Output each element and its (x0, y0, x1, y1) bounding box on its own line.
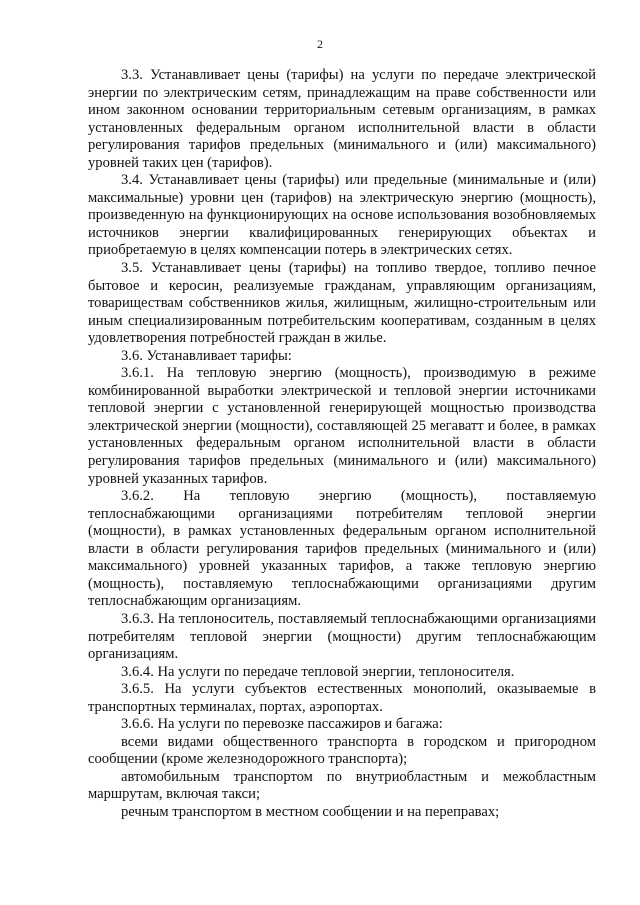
paragraph-3-6-3: 3.6.3. На теплоноситель, поставляемый теплоснабжающими организациями потребителям тепловой энергии (мощности) другим теплоснабжающим организациям. (88, 610, 596, 663)
paragraph-3-6: 3.6. Устанавливает тарифы: (121, 347, 292, 364)
paragraph-river-transport: речным транспортом в местном сообщении и на переправах; (121, 803, 500, 820)
paragraph-3-6-1: 3.6.1. На тепловую энергию (мощность), производимую в режиме комбинированной выработки электрической и тепловой энергии источниками тепловой энергии с установленной генерирующей мощностью производства электрической энергии (мощности), составляющей 25 мегаватт и более, в рамках установленных федеральным органом исполнительной власти в области регулирования тарифов предельных (минимального и (или) максимального) уровней указанных тарифов. (88, 365, 596, 487)
paragraph-road-transport: автомобильным транспортом по внутриобластным и межобластным маршрутам, включая такси; (88, 768, 596, 803)
paragraph-3-6-5: 3.6.5. На услуги субъектов естественных монополий, оказываемые в транспортных терминалах, портах, аэропортах. (88, 681, 596, 715)
paragraph-3-6-2: 3.6.2. На тепловую энергию (мощность), поставляемую теплоснабжающими организациями потребителям тепловой энергии (мощности), в рамках установленных федеральным органом исполнительной власти в области регулирования тарифов предельных (минимального и (или) максимального) уровней указанных тарифов, а также тепловую энергию (мощность), поставляемую теплоснабжающими организациями другим теплоснабжающим организациям. (88, 488, 596, 610)
page-number: 2 (317, 37, 323, 51)
paragraph-3-3: 3.3. Устанавливает цены (тарифы) на услуги по передаче электрической энергии по электрическим сетям, принадлежащим на праве собственности или ином законном основании территориальным сетевым организациям, в рамках установленных федеральным органом исполнительной власти в области регулирования тарифов предельных (минимального и (или) максимального) уровней таких цен (тарифов). (88, 67, 596, 171)
paragraph-3-4: 3.4. Устанавливает цены (тарифы) или предельные (минимальные и (или) максимальные) уровни цен (тарифов) на электрическую энергию (мощность), произведенную на функционирующих на основе использования возобновляемых источников энергии квалифицированных генерирующих объектах и приобретаемую в целях компенсации потерь в электрических сетях. (88, 172, 596, 259)
paragraph-3-5: 3.5. Устанавливает цены (тарифы) на топливо твердое, топливо печное бытовое и керосин, реализуемые гражданам, управляющим организациям, товариществам собственников жилья, жилищным, жилищно-строительным или иным специализированным потребительским кооперативам, созданным в целях удовлетворения потребностей граждан в жилье. (88, 260, 596, 347)
paragraph-public-transport: всеми видами общественного транспорта в городском и пригородном сообщении (кроме железнодорожного транспорта); (88, 733, 596, 768)
paragraph-3-6-4: 3.6.4. На услуги по передаче тепловой энергии, теплоносителя. (121, 663, 515, 680)
paragraph-3-6-6: 3.6.6. На услуги по перевозке пассажиров и багажа: (121, 716, 443, 733)
document-body (88, 67, 596, 822)
